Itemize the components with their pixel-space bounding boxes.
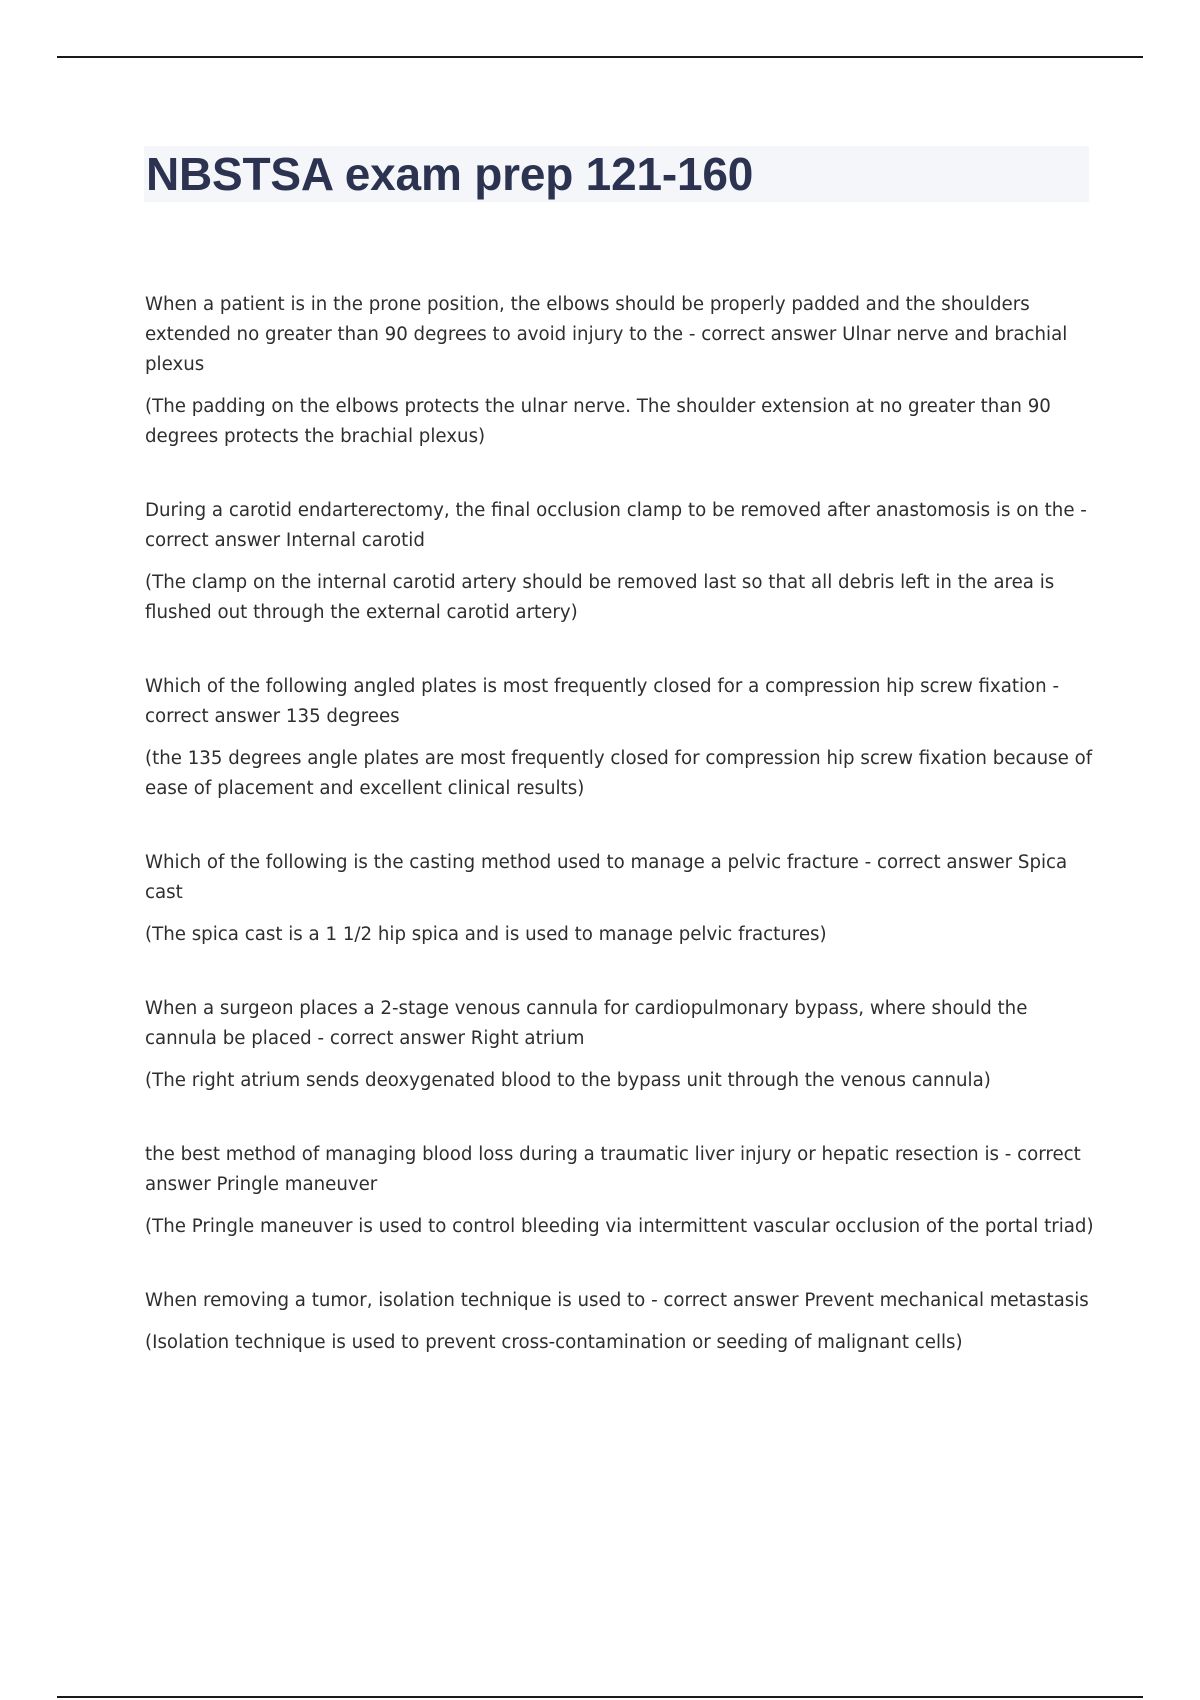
qa-item — [145, 290, 1095, 452]
explanation-text: (The Pringle maneuver is used to control bleeding via intermittent vascular occlusion of the portal triad) — [145, 1216, 1094, 1237]
question-text: When a patient is in the prone position, the elbows should be properly padded and the shoulders extended no greater than 90 degrees to avoid injury to the - correct answer Ulnar nerve and brachial plexus — [145, 294, 1068, 375]
question-text: When removing a tumor, isolation technique is used to - correct answer Prevent mechanical metastasis — [145, 1290, 1089, 1311]
explanation-text: (The right atrium sends deoxygenated blood to the bypass unit through the venous cannula) — [145, 1070, 991, 1091]
question-text: the best method of managing blood loss during a traumatic liver injury or hepatic resection is - correct answer Pringle maneuver — [145, 1144, 1081, 1195]
explanation-text: (The padding on the elbows protects the ulnar nerve. The shoulder extension at no greater than 90 degrees protects the brachial plexus) — [145, 396, 1051, 447]
qa-list — [145, 290, 1095, 1402]
qa-item — [145, 672, 1095, 804]
qa-item — [145, 1286, 1095, 1358]
explanation-text: (the 135 degrees angle plates are most frequently closed for compression hip screw fixation because of ease of placement and excellent clinical results) — [145, 748, 1093, 799]
document-title: NBSTSA exam prep 121-160 — [146, 148, 754, 200]
top-divider — [57, 56, 1143, 58]
explanation-text: (The spica cast is a 1 1/2 hip spica and is used to manage pelvic fractures) — [145, 924, 827, 945]
qa-item — [145, 496, 1095, 628]
qa-item — [145, 848, 1095, 950]
question-text: When a surgeon places a 2-stage venous cannula for cardiopulmonary bypass, where should the cannula be placed - correct answer Right atrium — [145, 998, 1028, 1049]
qa-item — [145, 1140, 1095, 1242]
explanation-text: (The clamp on the internal carotid artery should be removed last so that all debris left in the area is flushed out through the external carotid artery) — [145, 572, 1055, 623]
question-text: Which of the following is the casting method used to manage a pelvic fracture - correct answer Spica cast — [145, 852, 1068, 903]
bottom-divider — [57, 1696, 1143, 1698]
question-text: Which of the following angled plates is most frequently closed for a compression hip screw fixation - correct answer 135 degrees — [145, 676, 1060, 727]
question-text: During a carotid endarterectomy, the final occlusion clamp to be removed after anastomosis is on the - correct answer Internal carotid — [145, 500, 1087, 551]
qa-item — [145, 994, 1095, 1096]
explanation-text: (Isolation technique is used to prevent cross-contamination or seeding of malignant cells) — [145, 1332, 963, 1353]
